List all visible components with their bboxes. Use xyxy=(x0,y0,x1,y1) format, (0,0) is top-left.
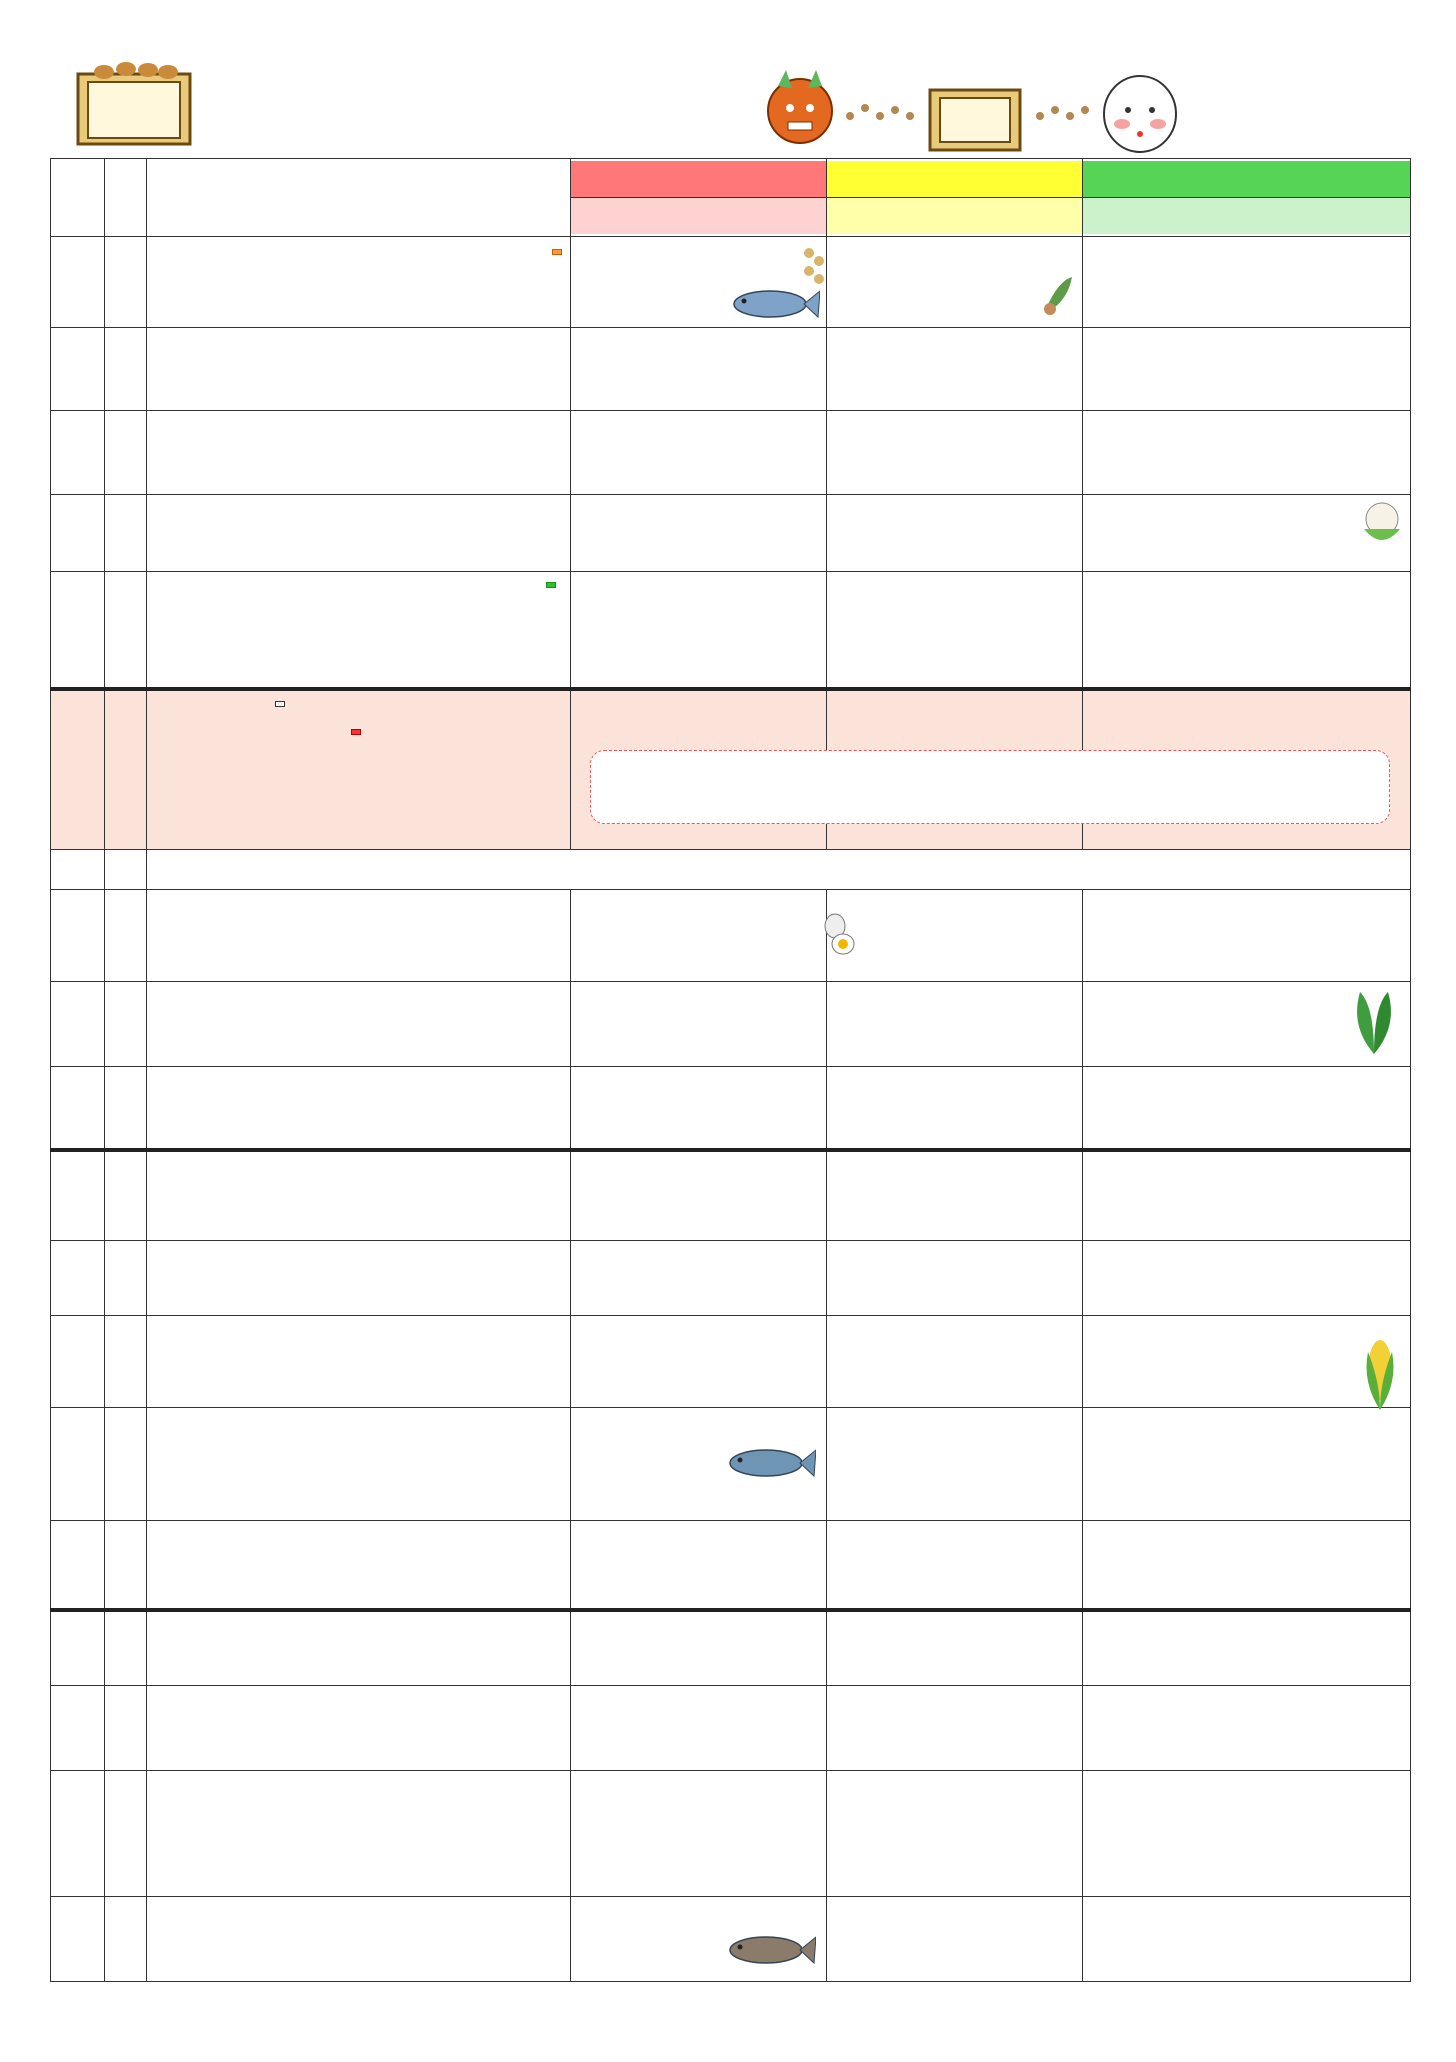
table-row xyxy=(51,494,1411,571)
day-number xyxy=(51,1896,105,1981)
day-number xyxy=(51,1066,105,1149)
day-of-week xyxy=(105,411,147,494)
day-of-week xyxy=(105,689,147,849)
menu-dishes xyxy=(147,237,571,328)
red-foods xyxy=(571,890,827,981)
setsubun-decoration-icon xyxy=(760,66,1210,156)
yellow-foods xyxy=(827,1896,1083,1981)
header-yellow-group xyxy=(827,159,1083,237)
red-foods xyxy=(571,571,827,689)
cod-icon xyxy=(726,1931,816,1979)
day-of-week xyxy=(105,1066,147,1149)
yellow-foods xyxy=(827,494,1083,571)
beans-icon xyxy=(801,245,827,295)
header-dow xyxy=(105,159,147,237)
menu-dishes xyxy=(147,1241,571,1316)
table-header-row xyxy=(51,159,1411,237)
day-number xyxy=(51,1316,105,1407)
table-row xyxy=(51,1066,1411,1149)
setsubun-word xyxy=(548,285,556,289)
day-number xyxy=(51,849,105,890)
header-red-group xyxy=(571,159,827,237)
table-row xyxy=(51,1521,1411,1610)
day-number xyxy=(51,571,105,689)
table-row xyxy=(51,1241,1411,1316)
yellow-foods xyxy=(827,237,1083,328)
green-foods xyxy=(1083,1316,1411,1407)
table-row-holiday xyxy=(51,849,1411,890)
ajiwai-lunch-tag xyxy=(546,582,556,588)
day-of-week xyxy=(105,237,147,328)
protein-note xyxy=(590,750,1390,824)
yellow-foods xyxy=(827,1407,1083,1521)
setsubun-tag xyxy=(552,249,562,255)
day-number xyxy=(51,411,105,494)
yellow-foods xyxy=(827,571,1083,689)
yellow-foods xyxy=(827,1685,1083,1770)
red-foods xyxy=(571,494,827,571)
yellow-foods xyxy=(827,1316,1083,1407)
menu-dishes xyxy=(147,1610,571,1685)
menu-dishes xyxy=(147,1150,571,1241)
green-foods xyxy=(1083,1521,1411,1610)
day-of-week xyxy=(105,1610,147,1685)
day-of-week xyxy=(105,1521,147,1610)
header-green-group xyxy=(1083,159,1411,237)
yellow-foods xyxy=(827,1610,1083,1685)
table-row xyxy=(51,1316,1411,1407)
day-number xyxy=(51,1150,105,1241)
day-of-week xyxy=(105,1150,147,1241)
green-foods xyxy=(1083,411,1411,494)
yellow-foods xyxy=(827,1521,1083,1610)
red-foods xyxy=(571,1521,827,1610)
day-of-week xyxy=(105,1241,147,1316)
page-header xyxy=(0,0,1456,160)
red-group-title xyxy=(571,161,826,198)
footer-notes xyxy=(60,1992,1420,2011)
yellow-foods xyxy=(827,981,1083,1066)
green-foods xyxy=(1083,1150,1411,1241)
menu-dishes xyxy=(147,1685,571,1770)
red-foods xyxy=(571,411,827,494)
red-foods xyxy=(571,1770,827,1896)
day-number xyxy=(51,1610,105,1685)
day-number xyxy=(51,1770,105,1896)
green-group-sub xyxy=(1083,198,1410,234)
yellow-group-title xyxy=(827,161,1082,198)
day-of-week xyxy=(105,890,147,981)
menu-dishes xyxy=(147,1770,571,1896)
green-foods xyxy=(1083,1610,1411,1685)
yellow-foods xyxy=(827,1241,1083,1316)
table-row xyxy=(51,571,1411,689)
power-up-tag xyxy=(351,729,361,735)
table-row xyxy=(51,1150,1411,1241)
day-number xyxy=(51,237,105,328)
day-of-week xyxy=(105,1685,147,1770)
yellow-foods xyxy=(827,328,1083,411)
mackerel-icon xyxy=(726,1444,816,1492)
bok-choy-icon xyxy=(1344,986,1404,1066)
menu-table xyxy=(50,158,1411,1982)
green-foods xyxy=(1083,1770,1411,1896)
day-number xyxy=(51,1241,105,1316)
table-row xyxy=(51,328,1411,411)
day-number xyxy=(51,1521,105,1610)
red-group-sub xyxy=(571,198,826,234)
red-foods xyxy=(571,1150,827,1241)
day-of-week xyxy=(105,981,147,1066)
day-number xyxy=(51,328,105,411)
ginger-icon xyxy=(1038,271,1078,325)
green-foods xyxy=(1083,328,1411,411)
day-number xyxy=(51,890,105,981)
red-foods xyxy=(571,1896,827,1981)
day-number xyxy=(51,981,105,1066)
menu-body xyxy=(51,237,1411,1982)
green-foods xyxy=(1083,890,1411,981)
quail-egg-icon xyxy=(821,912,857,966)
green-foods xyxy=(1083,1241,1411,1316)
menu-dishes xyxy=(147,411,571,494)
menu-dishes xyxy=(147,494,571,571)
red-foods xyxy=(571,1316,827,1407)
day-of-week xyxy=(105,1896,147,1981)
day-of-week xyxy=(105,1407,147,1521)
day-of-week xyxy=(105,494,147,571)
table-row xyxy=(51,1685,1411,1770)
red-foods xyxy=(571,981,827,1066)
yellow-foods xyxy=(827,1066,1083,1149)
green-foods xyxy=(1083,494,1411,571)
menu-dishes xyxy=(147,1521,571,1610)
menu-dishes xyxy=(147,689,571,849)
masu-box-icon xyxy=(74,60,194,148)
yellow-foods xyxy=(827,411,1083,494)
green-foods xyxy=(1083,1066,1411,1149)
green-foods xyxy=(1083,1407,1411,1521)
table-row xyxy=(51,1407,1411,1521)
day-number xyxy=(51,1685,105,1770)
menu-dishes xyxy=(147,1407,571,1521)
green-foods xyxy=(1083,1685,1411,1770)
menu-dishes xyxy=(147,571,571,689)
yellow-group-sub xyxy=(827,198,1082,234)
green-foods xyxy=(1083,237,1411,328)
red-foods xyxy=(571,1610,827,1685)
table-row xyxy=(51,981,1411,1066)
holiday-label xyxy=(147,849,1411,890)
day-number xyxy=(51,689,105,849)
menu-dishes xyxy=(147,981,571,1066)
green-foods xyxy=(1083,981,1411,1066)
red-foods xyxy=(571,1685,827,1770)
red-foods xyxy=(571,1066,827,1149)
table-row xyxy=(51,1770,1411,1896)
red-foods xyxy=(571,1407,827,1521)
day-of-week xyxy=(105,1770,147,1896)
red-foods xyxy=(571,328,827,411)
table-row xyxy=(51,237,1411,328)
yellow-foods xyxy=(827,1770,1083,1896)
day-of-week xyxy=(105,1316,147,1407)
green-foods xyxy=(1083,571,1411,689)
table-row xyxy=(51,411,1411,494)
green-foods xyxy=(1083,1896,1411,1981)
red-foods xyxy=(571,237,827,328)
day-of-week xyxy=(105,849,147,890)
cauliflower-icon xyxy=(1358,499,1406,557)
yellow-foods xyxy=(827,1150,1083,1241)
taiiku-tag xyxy=(275,701,285,707)
menu-dishes xyxy=(147,1316,571,1407)
table-row xyxy=(51,1610,1411,1685)
day-number xyxy=(51,494,105,571)
menu-dishes xyxy=(147,890,571,981)
header-day xyxy=(51,159,105,237)
day-of-week xyxy=(105,571,147,689)
yellow-foods xyxy=(827,890,1083,981)
menu-dishes xyxy=(147,328,571,411)
day-of-week xyxy=(105,328,147,411)
menu-dishes xyxy=(147,1896,571,1981)
table-row xyxy=(51,1896,1411,1981)
green-group-title xyxy=(1083,161,1410,198)
menu-dishes xyxy=(147,1066,571,1149)
header-menu xyxy=(147,159,571,237)
red-foods xyxy=(571,1241,827,1316)
day-number xyxy=(51,1407,105,1521)
table-row xyxy=(51,890,1411,981)
